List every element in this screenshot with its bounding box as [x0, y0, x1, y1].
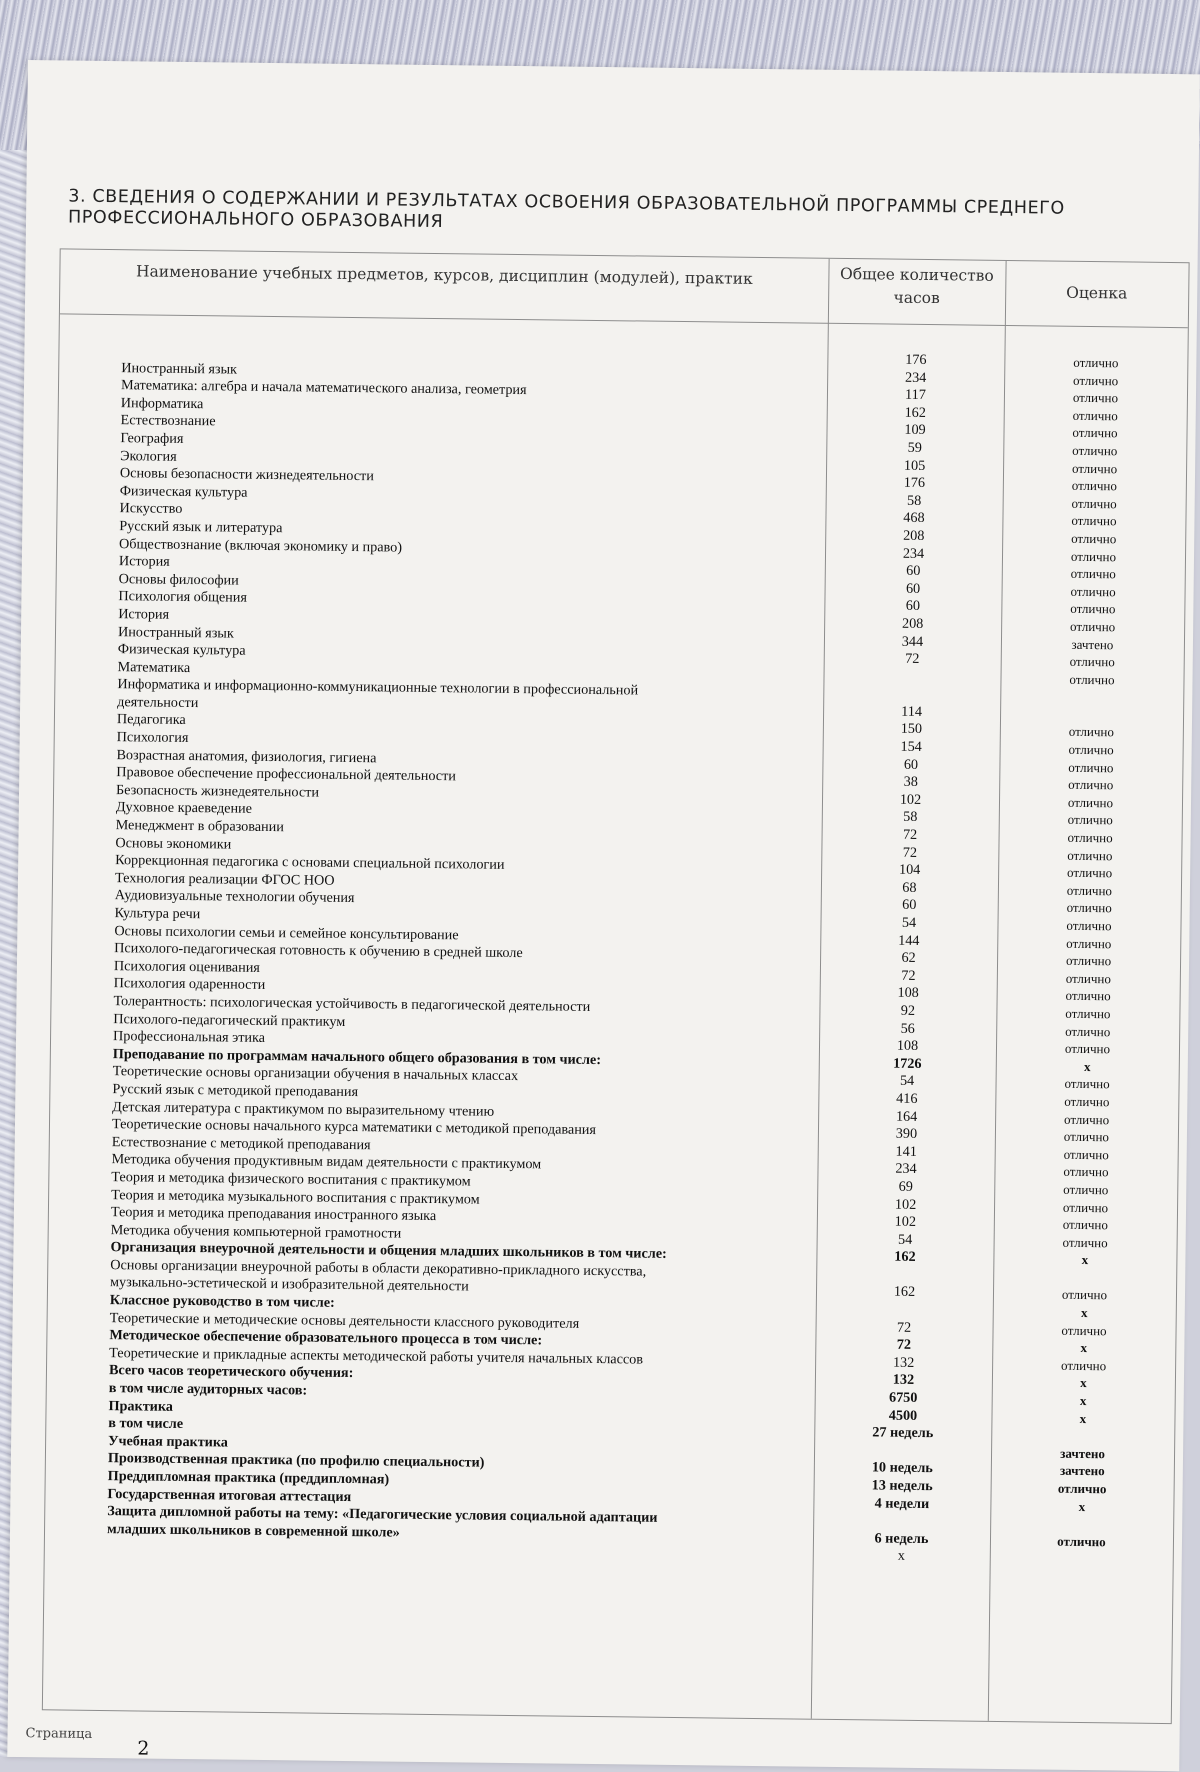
- subject-name: Коррекционная педагогика с основами специальной психологии: [115, 852, 505, 874]
- grade-cell: отлично: [1072, 425, 1118, 441]
- subject-name: География: [120, 430, 184, 447]
- subject-name: Основы экономики: [115, 834, 232, 853]
- section-heading: 3. СВЕДЕНИЯ О СОДЕРЖАНИИ И РЕЗУЛЬТАТАХ ОСВОЕНИЯ ОБРАЗОВАТЕЛЬНОЙ ПРОГРАММЫ СРЕДНЕГО ПРОФЕССИОНАЛЬНОГО ОБРАЗОВАНИЯ: [67, 186, 1065, 233]
- grade-cell: отлично: [1062, 1216, 1109, 1233]
- hours-cell: 72: [905, 650, 920, 668]
- grade-cell: отлично: [1063, 1164, 1109, 1180]
- hours-cell: 68: [902, 879, 917, 896]
- subject-name: Русский язык и литература: [119, 518, 283, 537]
- hours-cell: 105: [903, 457, 926, 474]
- subject-name: Защита дипломной работы на тему: «Педагогические условия социальной адаптации младших школьников в современной школе»: [106, 1503, 658, 1541]
- subject-name: Аудиовизуальные технологии обучения: [114, 887, 355, 907]
- subject-name: Теоретические основы начального курса математики с методикой преподавания: [111, 1116, 597, 1139]
- grade-cell: отлично: [1061, 1322, 1107, 1338]
- subject-name: Теория и методика преподавания иностранного языка: [110, 1204, 437, 1225]
- grade-cell: отлично: [1066, 917, 1112, 934]
- hours-cell: 72: [902, 826, 918, 843]
- grade-cell: отлично: [1068, 759, 1114, 775]
- grade-cell: отлично: [1066, 864, 1113, 881]
- grade-cell: [990, 1567, 1173, 1569]
- subject-name: Основы безопасности жизнедеятельности: [119, 465, 374, 485]
- hours-cell: 162: [894, 1248, 916, 1266]
- subject-name: Детская литература с практикумом по выразительному чтению: [112, 1098, 495, 1120]
- grade-cell: отлично: [1064, 1093, 1110, 1110]
- subject-name: Русский язык с методикой преподавания: [112, 1081, 359, 1101]
- subject-name: Иностранный язык: [117, 623, 234, 642]
- grade-cell: х: [1080, 1375, 1087, 1391]
- grade-cell: отлично: [1065, 1005, 1111, 1022]
- hours-cell: 208: [903, 527, 925, 544]
- grade-cell: отлично: [1067, 847, 1113, 863]
- hours-cell: 62: [901, 949, 916, 967]
- grade-cell: отлично: [1071, 495, 1117, 512]
- subject-name: Теоретические и прикладные аспекты методической работы учителя начальных классов: [109, 1344, 644, 1368]
- grade-cell: отлично: [1065, 1023, 1111, 1039]
- subject-name: История: [118, 606, 170, 623]
- subject-name: Классное руководство в том числе:: [109, 1292, 335, 1311]
- subject-name: Профессиональная этика: [112, 1028, 266, 1047]
- subject-name: Правовое обеспечение профессиональной деятельности: [116, 764, 457, 785]
- grade-cell: отлично: [1070, 548, 1117, 564]
- grade-cell: отлично: [1060, 1357, 1107, 1374]
- grade-cell: отлично: [1068, 724, 1115, 740]
- subject-name: Психология одаренности: [113, 975, 266, 994]
- grade-cell: х: [1081, 1252, 1089, 1268]
- hours-cell: 104: [898, 861, 921, 879]
- hours-cell: 72: [901, 967, 916, 984]
- hours-cell: 114: [901, 703, 923, 720]
- hours-cell: 176: [905, 351, 927, 368]
- subject-name: Естествознание: [120, 412, 216, 430]
- grade-cell: отлично: [1067, 829, 1113, 846]
- subject-name: Иностранный язык: [121, 359, 238, 378]
- grade-cell: отлично: [1063, 1181, 1109, 1198]
- grade-cell: отлично: [1072, 407, 1118, 424]
- subject-name: Физическая культура: [117, 641, 246, 659]
- hours-cell: 4 недели: [874, 1495, 930, 1512]
- hours-cell: 4500: [888, 1407, 918, 1424]
- header-grade: Оценка: [1066, 283, 1128, 303]
- hours-cell: 108: [896, 1037, 919, 1055]
- hours-cell: 72: [896, 1319, 912, 1336]
- grade-cell: х: [1078, 1498, 1086, 1514]
- subject-name: Духовное краеведение: [115, 799, 253, 818]
- hours-cell: 27 недель: [872, 1424, 934, 1442]
- hours-cell: 468: [903, 510, 925, 527]
- hours-cell: 6750: [888, 1389, 918, 1406]
- subject-name: Экология: [120, 447, 177, 465]
- subject-name: Основы философии: [118, 570, 239, 589]
- subject-name: в том числе аудиторных часов:: [108, 1380, 308, 1399]
- page-number: 2: [137, 1737, 150, 1760]
- grade-cell: отлично: [1066, 882, 1113, 899]
- hours-cell: 390: [895, 1125, 918, 1143]
- hours-cell: 10 недель: [871, 1459, 933, 1477]
- subject-name: Методическое обеспечение образовательного процесса в том числе:: [109, 1327, 543, 1349]
- subject-name: Педагогика: [116, 711, 186, 729]
- document-page: [7, 60, 1200, 1771]
- grade-cell: отлично: [1070, 565, 1116, 582]
- grade-cell: отлично: [1063, 1146, 1109, 1163]
- table-body: [45, 341, 1188, 1569]
- subject-name: Теория и методика физического воспитания с практикумом: [111, 1169, 471, 1190]
- grade-cell: отлично: [1065, 952, 1112, 969]
- hours-cell: 150: [900, 721, 923, 738]
- grade-cell: отлично: [1067, 812, 1113, 828]
- grade-cell: отлично: [1073, 372, 1119, 388]
- subject-name: Информатика: [120, 394, 204, 412]
- subject-name: Психология: [116, 729, 189, 747]
- hours-cell: 234: [902, 545, 925, 562]
- hours-cell: 6 недель: [874, 1530, 929, 1547]
- grade-cell: х: [1083, 1058, 1091, 1074]
- subject-name: Безопасность жизнедеятельности: [115, 781, 320, 801]
- subject-name: в том числе: [108, 1415, 184, 1433]
- grade-cell: отлично: [1069, 671, 1115, 688]
- grade-cell: отлично: [1057, 1480, 1107, 1497]
- hours-cell: 102: [899, 791, 922, 808]
- subject-name: Физическая культура: [119, 482, 248, 501]
- subject-name: Психология оценивания: [113, 957, 260, 976]
- hours-cell: 102: [894, 1213, 917, 1231]
- grade-cell: отлично: [1067, 794, 1114, 811]
- subject-name: Методика обучения продуктивным видам деятельности с практикумом: [111, 1151, 542, 1173]
- hours-cell: 72: [902, 844, 918, 861]
- grade-cell: отлично: [1063, 1128, 1110, 1145]
- hours-cell: 59: [907, 439, 923, 456]
- grade-cell: отлично: [1071, 530, 1117, 547]
- hours-cell: 58: [906, 492, 922, 509]
- grade-cell: отлично: [1065, 988, 1111, 1004]
- hours-cell: 234: [904, 369, 927, 386]
- grade-cell: отлично: [1070, 583, 1116, 600]
- grade-cell: отлично: [1070, 601, 1116, 617]
- hours-cell: 56: [900, 1020, 915, 1037]
- hours-cell: 38: [903, 774, 918, 791]
- hours-cell: 60: [905, 598, 921, 615]
- hours-cell: 234: [895, 1160, 917, 1178]
- subject-name: Основы психологии семьи и семейное консультирование: [114, 922, 459, 943]
- hours-cell: 60: [902, 897, 917, 914]
- subject-name: Теоретические и методические основы деятельности классного руководителя: [109, 1309, 580, 1332]
- grade-cell: зачтено: [1060, 1445, 1105, 1462]
- grade-cell: отлично: [1069, 618, 1116, 635]
- hours-cell: 164: [895, 1108, 918, 1125]
- grade-cell: отлично: [1071, 513, 1117, 529]
- subject-name: Обществознание (включая экономику и право): [118, 535, 403, 556]
- subject-name: Основы организации внеурочной работы в области декоративно-прикладного искусства, музыкально-эстетической и изобразительной деятельности: [109, 1256, 647, 1295]
- subject-name: Толерантность: психологическая устойчивость в педагогической деятельности: [113, 993, 591, 1015]
- hours-cell: 69: [898, 1178, 913, 1195]
- subject-name: Методика обучения компьютерной грамотности: [110, 1221, 402, 1242]
- hours-cell: 102: [894, 1196, 917, 1213]
- hours-cell: 162: [893, 1284, 916, 1301]
- page-label: Страница: [25, 1726, 93, 1742]
- subject-name: Теоретические основы организации обучения в начальных классах: [112, 1063, 519, 1085]
- grade-cell: отлично: [1064, 1076, 1110, 1092]
- hours-cell: 154: [900, 738, 922, 756]
- subject-name: История: [118, 553, 170, 570]
- subject-name: Преподавание по программам начального общего образования в том числе:: [112, 1045, 602, 1068]
- grade-cell: отлично: [1071, 477, 1118, 494]
- grade-cell: отлично: [1068, 741, 1114, 758]
- grade-cell: отлично: [1071, 460, 1118, 476]
- hours-cell: 58: [903, 809, 918, 826]
- subject-name: Возрастная анатомия, физиология, гигиена: [116, 746, 377, 766]
- hours-cell: 13 недель: [871, 1477, 933, 1495]
- grade-cell: отлично: [1072, 442, 1118, 459]
- subject-name: Математика: алгебра и начала математического анализа, геометрия: [120, 377, 527, 399]
- hours-cell: 132: [892, 1354, 915, 1371]
- hours-cell: 54: [899, 1073, 915, 1090]
- subject-name: Теория и методика музыкального воспитания с практикумом: [111, 1186, 480, 1208]
- grade-cell: зачтено: [1071, 636, 1114, 652]
- hours-cell: 144: [898, 932, 920, 949]
- subject-name: Всего часов теоретического обучения:: [108, 1362, 354, 1382]
- grade-cell: х: [1079, 1410, 1087, 1426]
- subject-name: Государственная итоговая аттестация: [107, 1485, 352, 1505]
- hours-cell: 1726: [893, 1055, 922, 1072]
- subject-name: Организация внеурочной деятельности и общения младших школьников в том числе:: [110, 1239, 667, 1263]
- grade-cell: отлично: [1062, 1234, 1108, 1250]
- subject-name: Психолого-педагогическая готовность к обучению в средней школе: [114, 940, 523, 962]
- header-divider: [60, 313, 1188, 328]
- grade-cell: х: [1079, 1392, 1087, 1409]
- grade-cell: отлично: [1066, 900, 1112, 916]
- subject-name: Психолого-педагогический практикум: [113, 1010, 346, 1030]
- hours-cell: 141: [895, 1143, 917, 1160]
- subject-name: Искусство: [119, 500, 183, 518]
- header-total-hours: Общее количество часов: [840, 264, 994, 308]
- hours-cell: 176: [903, 474, 926, 492]
- grade-cell: отлично: [1061, 1287, 1108, 1303]
- grade-cell: отлично: [1072, 389, 1119, 406]
- hours-cell: 208: [901, 615, 924, 632]
- hours-cell: 132: [892, 1372, 915, 1389]
- subject-name: Учебная практика: [108, 1432, 229, 1451]
- grade-cell: отлично: [1063, 1111, 1110, 1127]
- hours-cell: 60: [905, 580, 921, 597]
- results-table: [42, 248, 1190, 1724]
- grade-cell: отлично: [1064, 1040, 1111, 1057]
- grade-cell: х: [1080, 1305, 1088, 1321]
- hours-cell: 344: [901, 633, 924, 650]
- subject-name: Естествознание с методикой преподавания: [111, 1133, 371, 1153]
- grade-cell: отлично: [1065, 970, 1112, 987]
- subject-name: Технология реализации ФГОС НОО: [114, 869, 335, 889]
- grade-cell: зачтено: [1059, 1463, 1105, 1479]
- hours-cell: 162: [904, 404, 926, 421]
- grade-cell: отлично: [1069, 653, 1115, 670]
- subject-name: Информатика и информационно-коммуникационные технологии в профессиональной деятельности: [117, 676, 639, 712]
- grade-cell: отлично: [1057, 1533, 1106, 1550]
- subject-name: Математика: [117, 658, 191, 676]
- header-subject-name: Наименование учебных предметов, курсов, дисциплин (модулей), практик: [135, 262, 753, 288]
- hours-cell: х: [897, 1548, 905, 1565]
- hours-cell: 108: [897, 985, 919, 1002]
- subject-name: Производственная практика (по профилю специальности): [107, 1450, 485, 1472]
- hours-cell: 54: [901, 914, 917, 931]
- grade-cell: отлично: [1073, 354, 1119, 371]
- hours-cell: 117: [904, 386, 926, 404]
- subject-name: Преддипломная практика (преддипломная): [107, 1468, 390, 1488]
- hours-cell: 92: [900, 1002, 916, 1019]
- grade-cell: х: [1080, 1340, 1088, 1356]
- subject-name: Практика: [108, 1397, 174, 1415]
- subject-name: Культура речи: [114, 905, 201, 923]
- grade-cell: отлично: [1066, 935, 1112, 951]
- grade-cell: отлично: [1068, 777, 1114, 793]
- hours-cell: 109: [904, 422, 926, 439]
- hours-cell: 60: [906, 562, 921, 580]
- subject-name: [45, 1555, 685, 1563]
- hours-cell: 60: [903, 756, 919, 773]
- hours-cell: 72: [896, 1336, 912, 1354]
- grade-cell: отлично: [1062, 1199, 1109, 1215]
- subject-name: Психология общения: [118, 588, 248, 607]
- hours-cell: 54: [897, 1231, 913, 1248]
- hours-cell: 416: [896, 1090, 918, 1107]
- subject-name: Менеджмент в образовании: [115, 817, 284, 836]
- spacer: [685, 1563, 813, 1565]
